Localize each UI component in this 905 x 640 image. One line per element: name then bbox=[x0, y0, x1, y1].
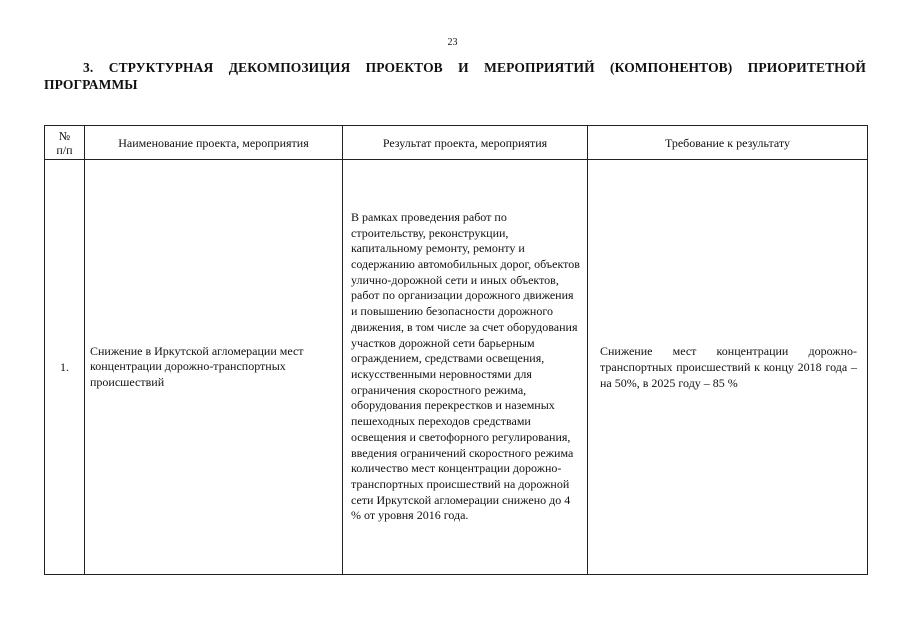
decomposition-table bbox=[44, 125, 868, 575]
table-row bbox=[45, 160, 868, 575]
row-result-cell bbox=[343, 160, 588, 575]
row-requirement-cell bbox=[588, 160, 868, 575]
header-num: № п/п bbox=[45, 126, 85, 160]
table-header-row bbox=[45, 126, 868, 160]
header-requirement: Требование к результату bbox=[588, 126, 868, 160]
page-number: 23 bbox=[447, 37, 458, 48]
row-result: В рамках проведения работ по строительству, реконструкции, капитальному ремонту, ремонту и содержанию автомобильных дорог, объектов улично-дорожной сети и иных объектов, работ по организации дорожного движения и повышению безопасности дорожного движения, в том числе за счет оборудования участков дорожной сети барьерным ограждением, средствами освещения, искусственными неровностями для ограничения скоростного режима, оборудования перекрестков и наземных пешеходных переходов средствами освещения и светофорного регулирования, введения ограничений скоростного режима количество мест концентрации дорожно-транспортных происшествий на дорожной сети Иркутской агломерации снижено до 4 % от уровня 2016 года. bbox=[351, 209, 580, 523]
header-name: Наименование проекта, мероприятия bbox=[85, 126, 343, 160]
row-name: Снижение в Иркутской агломерации мест концентрации дорожно-транспортных происшествий bbox=[90, 343, 304, 389]
header-result: Результат проекта, мероприятия bbox=[343, 126, 588, 160]
row-num: 1. bbox=[60, 359, 69, 374]
section-heading: 3. СТРУКТУРНАЯ ДЕКОМПОЗИЦИЯ ПРОЕКТОВ И МЕРОПРИЯТИЙ (КОМПОНЕНТОВ) ПРИОРИТЕТНОЙ ПРОГРАММЫ bbox=[44, 60, 866, 92]
row-requirement: Снижение мест концентрации дорожно-транспортных происшествий к концу 2018 года – на 50%, в 2025 году – 85 % bbox=[600, 344, 857, 390]
row-name-cell bbox=[85, 160, 343, 575]
row-num-cell bbox=[45, 160, 85, 575]
